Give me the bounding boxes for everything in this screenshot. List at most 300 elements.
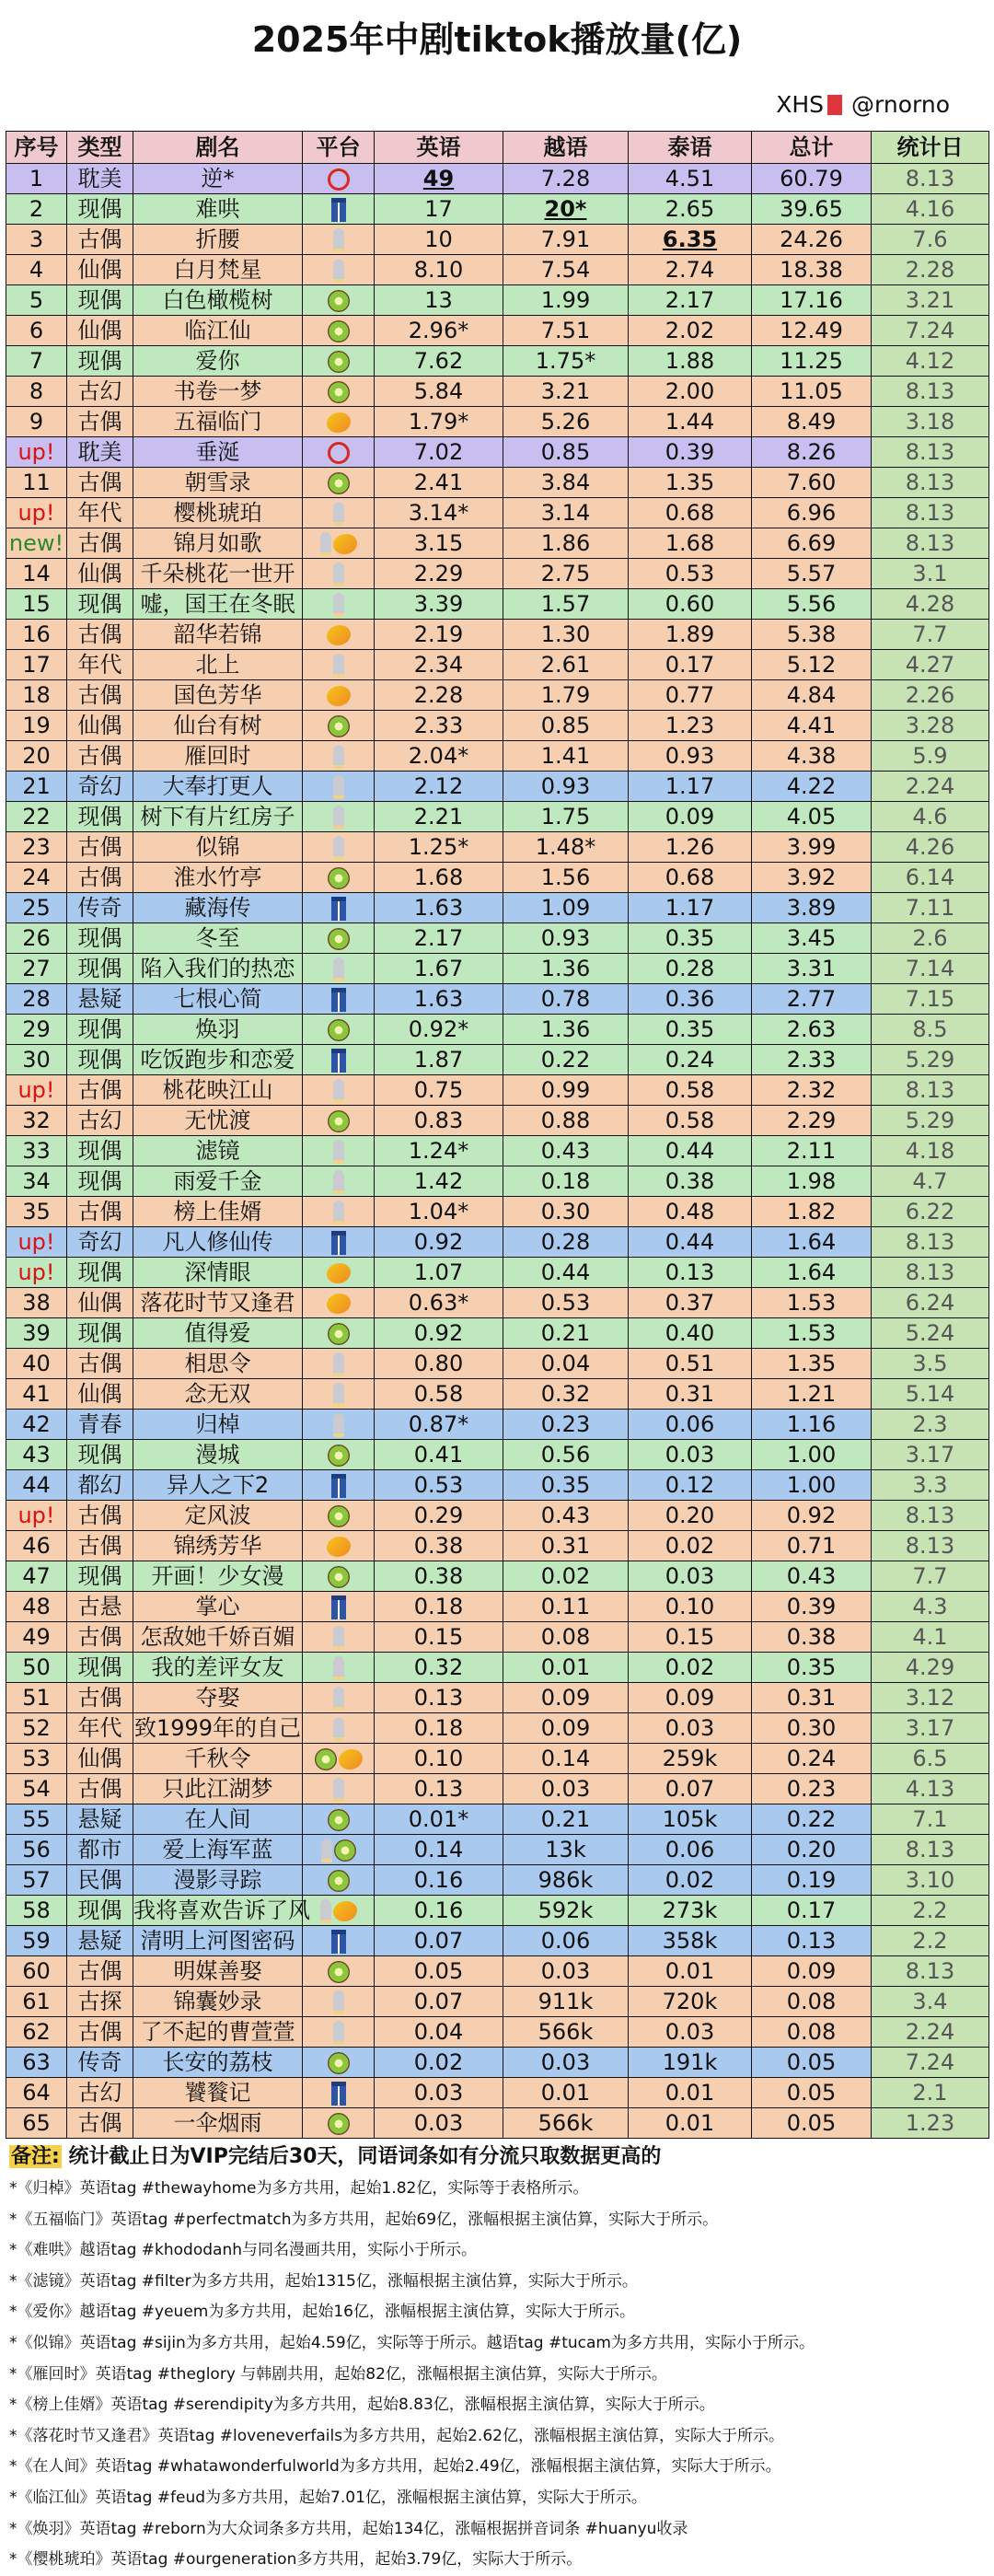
rank-cell — [6, 1683, 67, 1713]
total-cell — [752, 407, 872, 437]
stat-date-cell: 8.13 — [872, 1531, 989, 1561]
rank-label: 64 — [22, 2080, 51, 2106]
rank-label: 29 — [22, 1016, 51, 1042]
stat-date-cell: 3.12 — [872, 1683, 989, 1713]
total-value: 0.19 — [786, 1867, 837, 1893]
rank-label: 8 — [29, 378, 44, 404]
th-value: 1.88 — [665, 348, 715, 374]
genre-cell: 古偶 — [67, 1197, 133, 1227]
en-cell — [375, 1653, 503, 1683]
th-cell — [629, 528, 752, 559]
stat-date-cell: 4.1 — [872, 1622, 989, 1653]
genre-cell: 古探 — [67, 1987, 133, 2017]
en-value: 0.38 — [413, 1533, 464, 1559]
genre-cell: 古偶 — [67, 528, 133, 559]
th-value: 0.01 — [665, 1958, 715, 1984]
en-cell — [375, 1835, 503, 1865]
vi-value: 0.06 — [540, 1928, 591, 1954]
vi-cell — [503, 1015, 629, 1045]
platform-cell — [303, 772, 375, 802]
th-value: 273k — [662, 1897, 718, 1923]
drama-name-cell: 相思令 — [133, 1349, 303, 1379]
ranking-table — [6, 131, 989, 2139]
rank-cell — [6, 923, 67, 954]
table-row — [6, 225, 989, 255]
table-row — [6, 528, 989, 559]
genre-cell: 都市 — [67, 1835, 133, 1865]
stat-date-cell: 3.28 — [872, 711, 989, 741]
drama-name-cell: 临江仙 — [133, 316, 303, 346]
rank-label: 47 — [22, 1563, 51, 1589]
stat-date-cell: 8.13 — [872, 498, 989, 528]
total-cell — [752, 984, 872, 1015]
drama-name-cell: 北上 — [133, 650, 303, 680]
rank-cell — [6, 1440, 67, 1470]
th-value: 0.12 — [665, 1472, 715, 1498]
en-cell — [375, 1258, 503, 1288]
stat-date-cell: 6.5 — [872, 1744, 989, 1774]
total-cell — [752, 316, 872, 346]
th-cell — [629, 620, 752, 650]
en-value: 0.63* — [408, 1290, 469, 1316]
vi-value: 7.51 — [540, 318, 591, 343]
stat-date-cell: 7.7 — [872, 1561, 989, 1592]
rank-cell — [6, 1106, 67, 1136]
genre-cell: 民偶 — [67, 1865, 133, 1896]
rank-label: 61 — [22, 1989, 51, 2014]
table-row — [6, 255, 989, 285]
total-cell — [752, 1410, 872, 1440]
rank-label: 22 — [22, 804, 51, 830]
platform-cell — [303, 954, 375, 984]
en-value: 0.02 — [413, 2049, 464, 2075]
platform-cell — [303, 1045, 375, 1075]
table-row — [6, 863, 989, 893]
stat-date-cell: 4.26 — [872, 832, 989, 863]
drama-name-cell: 锦绣芳华 — [133, 1531, 303, 1561]
drama-name-cell: 无忧渡 — [133, 1106, 303, 1136]
rank-label: 33 — [22, 1138, 51, 1164]
stat-date-cell: 4.16 — [872, 194, 989, 225]
rank-cell — [6, 1075, 67, 1106]
rank-cell — [6, 2048, 67, 2078]
drama-name-cell: 白色橄榄树 — [133, 285, 303, 316]
genre-cell: 古偶 — [67, 620, 133, 650]
stat-date-cell: 7.1 — [872, 1804, 989, 1835]
vi-value: 0.53 — [540, 1290, 591, 1316]
rank-label: 28 — [22, 986, 51, 1012]
en-cell — [375, 1713, 503, 1744]
rank-cell — [6, 1592, 67, 1622]
vi-cell — [503, 772, 629, 802]
drama-name-cell: 一伞烟雨 — [133, 2108, 303, 2139]
stat-date-cell: 2.24 — [872, 2017, 989, 2048]
en-cell — [375, 225, 503, 255]
total-cell — [752, 255, 872, 285]
rank-label: 63 — [22, 2049, 51, 2075]
leg-platform-icon — [333, 563, 344, 586]
rank-cell — [6, 1987, 67, 2017]
total-cell — [752, 1926, 872, 1956]
rank-cell — [6, 863, 67, 893]
en-cell — [375, 954, 503, 984]
stat-date-cell: 4.13 — [872, 1774, 989, 1804]
column-header: 英语 — [375, 132, 503, 164]
rank-label: 17 — [22, 652, 51, 678]
th-cell — [629, 468, 752, 498]
th-cell — [629, 1075, 752, 1106]
en-cell — [375, 832, 503, 863]
platform-cell — [303, 1653, 375, 1683]
en-cell — [375, 863, 503, 893]
genre-cell: 耽美 — [67, 164, 133, 194]
th-cell — [629, 772, 752, 802]
vi-cell — [503, 1258, 629, 1288]
en-cell — [375, 1683, 503, 1713]
total-cell — [752, 863, 872, 893]
drama-name-cell: 锦囊妙录 — [133, 1987, 303, 2017]
genre-cell: 年代 — [67, 650, 133, 680]
stat-date-cell: 4.3 — [872, 1592, 989, 1622]
vi-cell — [503, 1865, 629, 1896]
stat-date-cell: 4.12 — [872, 346, 989, 377]
stat-date-cell: 2.3 — [872, 1410, 989, 1440]
th-value: 1.89 — [665, 621, 715, 647]
stat-date-cell: 7.14 — [872, 954, 989, 984]
stat-date-cell: 2.28 — [872, 255, 989, 285]
platform-cell — [303, 1865, 375, 1896]
vi-cell — [503, 528, 629, 559]
drama-name-cell: 爱你 — [133, 346, 303, 377]
total-value: 0.30 — [786, 1715, 837, 1741]
th-value: 0.37 — [665, 1290, 715, 1316]
vi-value: 0.56 — [540, 1442, 591, 1468]
genre-cell: 都幻 — [67, 1470, 133, 1501]
genre-cell: 现偶 — [67, 285, 133, 316]
leg-platform-icon — [333, 1687, 344, 1711]
genre-cell: 现偶 — [67, 802, 133, 832]
table-row — [6, 1987, 989, 2017]
table-row — [6, 2108, 989, 2139]
genre-cell: 仙偶 — [67, 711, 133, 741]
en-cell — [375, 2017, 503, 2048]
rank-cell — [6, 1318, 67, 1349]
note-line: *《五福临门》英语tag #perfectmatch为多方共用，起始69亿，涨幅根据主演估算，实际大于所示。 — [9, 2210, 719, 2229]
th-value: 358k — [662, 1928, 718, 1954]
vi-cell — [503, 1379, 629, 1410]
total-cell — [752, 2017, 872, 2048]
rank-label: 3 — [29, 226, 44, 252]
en-cell — [375, 1470, 503, 1501]
table-row — [6, 1106, 989, 1136]
rank-cell — [6, 680, 67, 711]
leg-platform-icon — [333, 1079, 344, 1103]
th-cell — [629, 711, 752, 741]
total-value: 4.22 — [786, 773, 837, 799]
th-value: 0.35 — [665, 1016, 715, 1042]
en-value: 13 — [424, 287, 453, 313]
en-cell — [375, 1106, 503, 1136]
th-value: 0.48 — [665, 1199, 715, 1224]
notes-label: 备注: — [11, 2145, 60, 2168]
th-value: 0.68 — [665, 864, 715, 890]
drama-name-cell: 致1999年的自己 — [133, 1713, 303, 1744]
vi-value: 0.08 — [540, 1624, 591, 1650]
total-value: 3.45 — [786, 925, 837, 951]
platform-cell — [303, 741, 375, 772]
vi-cell — [503, 377, 629, 407]
stat-date-cell: 4.7 — [872, 1166, 989, 1197]
th-value: 0.58 — [665, 1108, 715, 1133]
rank-label: 21 — [22, 773, 51, 799]
th-value: 259k — [662, 1746, 718, 1771]
stat-date-cell: 7.6 — [872, 225, 989, 255]
genre-cell: 年代 — [67, 498, 133, 528]
stat-date-cell: 7.24 — [872, 316, 989, 346]
stat-date-cell: 5.14 — [872, 1379, 989, 1410]
notes-lead: 统计截止日为VIP完结后30天，同语词条如有分流只取数据更高的 — [68, 2145, 662, 2168]
th-value: 0.06 — [665, 1411, 715, 1437]
vi-cell — [503, 1075, 629, 1106]
note-line: *《在人间》英语tag #whatawonderfulworld为多方共用，起始2.49亿，涨幅根据主演估算，实际大于所示。 — [9, 2457, 781, 2477]
th-value: 0.93 — [665, 743, 715, 769]
en-cell — [375, 1166, 503, 1197]
vi-cell — [503, 194, 629, 225]
th-value: 6.35 — [662, 226, 718, 252]
rank-cell — [6, 1835, 67, 1865]
platform-cell — [303, 1804, 375, 1835]
total-value: 0.09 — [786, 1958, 837, 1984]
vi-value: 0.43 — [540, 1138, 591, 1164]
rank-cell — [6, 1865, 67, 1896]
vi-cell — [503, 802, 629, 832]
th-cell — [629, 954, 752, 984]
th-cell — [629, 2078, 752, 2108]
drama-name-cell: 榜上佳婿 — [133, 1197, 303, 1227]
total-cell — [752, 1713, 872, 1744]
th-cell — [629, 559, 752, 589]
th-cell — [629, 498, 752, 528]
drama-name-cell: 漫影寻踪 — [133, 1865, 303, 1896]
genre-cell: 传奇 — [67, 893, 133, 923]
en-value: 0.13 — [413, 1685, 464, 1711]
platform-cell — [303, 1106, 375, 1136]
stat-date-cell: 2.6 — [872, 923, 989, 954]
table-row — [6, 772, 989, 802]
th-cell — [629, 1926, 752, 1956]
stat-date-cell: 5.24 — [872, 1318, 989, 1349]
en-cell — [375, 984, 503, 1015]
en-cell — [375, 468, 503, 498]
th-value: 0.68 — [665, 500, 715, 526]
platform-cell — [303, 1683, 375, 1713]
th-value: 0.03 — [665, 1442, 715, 1468]
vi-cell — [503, 984, 629, 1015]
leg-platform-icon — [333, 502, 344, 526]
th-value: 0.31 — [665, 1381, 715, 1407]
vi-cell — [503, 650, 629, 680]
total-value: 0.39 — [786, 1594, 837, 1619]
rank-label: 62 — [22, 2019, 51, 2045]
en-cell — [375, 2108, 503, 2139]
drama-name-cell: 凡人修仙传 — [133, 1227, 303, 1258]
en-value: 1.07 — [413, 1259, 464, 1285]
notes-list — [9, 2174, 987, 2576]
vi-cell — [503, 1106, 629, 1136]
total-cell — [752, 1379, 872, 1410]
total-value: 12.49 — [780, 318, 843, 343]
th-cell — [629, 1349, 752, 1379]
total-value: 24.26 — [780, 226, 843, 252]
table-row — [6, 346, 989, 377]
stat-date-cell: 8.13 — [872, 1227, 989, 1258]
vi-cell — [503, 1318, 629, 1349]
total-value: 3.99 — [786, 834, 837, 860]
total-cell — [752, 954, 872, 984]
note-line: *《难哄》越语tag #khododanh与同名漫画共用，实际小于所示。 — [9, 2241, 477, 2260]
en-value: 0.38 — [413, 1563, 464, 1589]
rank-label: 44 — [22, 1472, 51, 1498]
total-value: 0.05 — [786, 2110, 837, 2136]
total-cell — [752, 1835, 872, 1865]
rank-cell — [6, 1622, 67, 1653]
en-value: 2.33 — [413, 713, 464, 738]
genre-cell: 现偶 — [67, 589, 133, 620]
total-cell — [752, 377, 872, 407]
table-row — [6, 923, 989, 954]
en-value: 2.12 — [413, 773, 464, 799]
rank-cell — [6, 1258, 67, 1288]
table-row — [6, 407, 989, 437]
total-cell — [752, 285, 872, 316]
jeans-platform-icon — [331, 1474, 346, 1498]
stat-date-cell: 7.11 — [872, 893, 989, 923]
th-value: 0.58 — [665, 1077, 715, 1103]
kiwi-platform-icon — [328, 928, 350, 950]
en-value: 0.07 — [413, 1928, 464, 1954]
en-cell — [375, 1774, 503, 1804]
rank-label: 7 — [29, 348, 44, 374]
leg-platform-icon — [333, 1413, 344, 1437]
drama-name-cell: 逆* — [133, 164, 303, 194]
vi-value: 1.36 — [540, 1016, 591, 1042]
rank-cell — [6, 407, 67, 437]
table-row — [6, 1258, 989, 1288]
en-cell — [375, 377, 503, 407]
rank-label: 5 — [29, 287, 44, 313]
column-header: 剧名 — [133, 132, 303, 164]
rank-label: 15 — [22, 591, 51, 617]
vi-cell — [503, 2048, 629, 2078]
vi-value: 2.61 — [540, 652, 591, 678]
th-cell — [629, 1501, 752, 1531]
total-value: 0.35 — [786, 1654, 837, 1680]
kiwi-platform-icon — [328, 715, 350, 737]
platform-cell — [303, 1774, 375, 1804]
vi-cell — [503, 893, 629, 923]
drama-name-cell: 折腰 — [133, 225, 303, 255]
stat-date-cell: 3.4 — [872, 1987, 989, 2017]
th-value: 0.38 — [665, 1168, 715, 1194]
platform-cell — [303, 1470, 375, 1501]
genre-cell: 青春 — [67, 1410, 133, 1440]
drama-name-cell: 明媒善娶 — [133, 1956, 303, 1987]
rank-label: 9 — [29, 409, 44, 435]
stat-date-cell: 6.24 — [872, 1288, 989, 1318]
drama-name-cell: 大奉打更人 — [133, 772, 303, 802]
total-cell — [752, 680, 872, 711]
platform-cell — [303, 1744, 375, 1774]
leg-platform-icon — [333, 259, 344, 283]
rank-cell — [6, 1653, 67, 1683]
drama-name-cell: 冬至 — [133, 923, 303, 954]
vi-cell — [503, 1501, 629, 1531]
kiwi-platform-icon — [328, 1019, 350, 1041]
total-cell — [752, 1197, 872, 1227]
platform-cell — [303, 225, 375, 255]
platform-cell — [303, 832, 375, 863]
th-value: 1.17 — [665, 895, 715, 921]
en-cell — [375, 407, 503, 437]
genre-cell: 古幻 — [67, 377, 133, 407]
en-value: 0.29 — [413, 1503, 464, 1528]
total-value: 0.71 — [786, 1533, 837, 1559]
vi-value: 13k — [545, 1837, 586, 1862]
rank-label: 30 — [22, 1047, 51, 1073]
leg-platform-icon — [333, 228, 344, 252]
vi-cell — [503, 1136, 629, 1166]
genre-cell: 仙偶 — [67, 316, 133, 346]
drama-name-cell: 滤镜 — [133, 1136, 303, 1166]
total-value: 1.64 — [786, 1259, 837, 1285]
th-cell — [629, 680, 752, 711]
vi-cell — [503, 1926, 629, 1956]
platform-cell — [303, 650, 375, 680]
genre-cell: 古偶 — [67, 741, 133, 772]
vi-value: 2.75 — [540, 561, 591, 586]
th-value: 0.03 — [665, 2019, 715, 2045]
leg-platform-icon — [333, 593, 344, 617]
en-cell — [375, 620, 503, 650]
rank-cell — [6, 802, 67, 832]
drama-name-cell: 吃饭跑步和恋爱 — [133, 1045, 303, 1075]
table-row — [6, 285, 989, 316]
genre-cell: 仙偶 — [67, 1379, 133, 1410]
rank-label: 57 — [22, 1867, 51, 1893]
rank-label: 52 — [22, 1715, 51, 1741]
stat-date-cell: 2.24 — [872, 772, 989, 802]
jeans-platform-icon — [331, 198, 346, 222]
rank-cell — [6, 377, 67, 407]
en-cell — [375, 1956, 503, 1987]
en-cell — [375, 1015, 503, 1045]
vi-value: 0.31 — [540, 1533, 591, 1559]
total-cell — [752, 1106, 872, 1136]
total-cell — [752, 1865, 872, 1896]
total-value: 0.43 — [786, 1563, 837, 1589]
genre-cell: 仙偶 — [67, 1288, 133, 1318]
total-cell — [752, 741, 872, 772]
th-value: 0.01 — [665, 2080, 715, 2106]
th-cell — [629, 346, 752, 377]
leg-platform-icon — [333, 1778, 344, 1802]
en-cell — [375, 1804, 503, 1835]
vi-cell — [503, 225, 629, 255]
total-value: 4.38 — [786, 743, 837, 769]
note-line: *《榜上佳婿》英语tag #serendipity为多方共用，起始8.83亿，涨幅根据主演估算，实际大于所示。 — [9, 2396, 715, 2415]
th-value: 0.51 — [665, 1351, 715, 1376]
drama-name-cell: 掌心 — [133, 1592, 303, 1622]
